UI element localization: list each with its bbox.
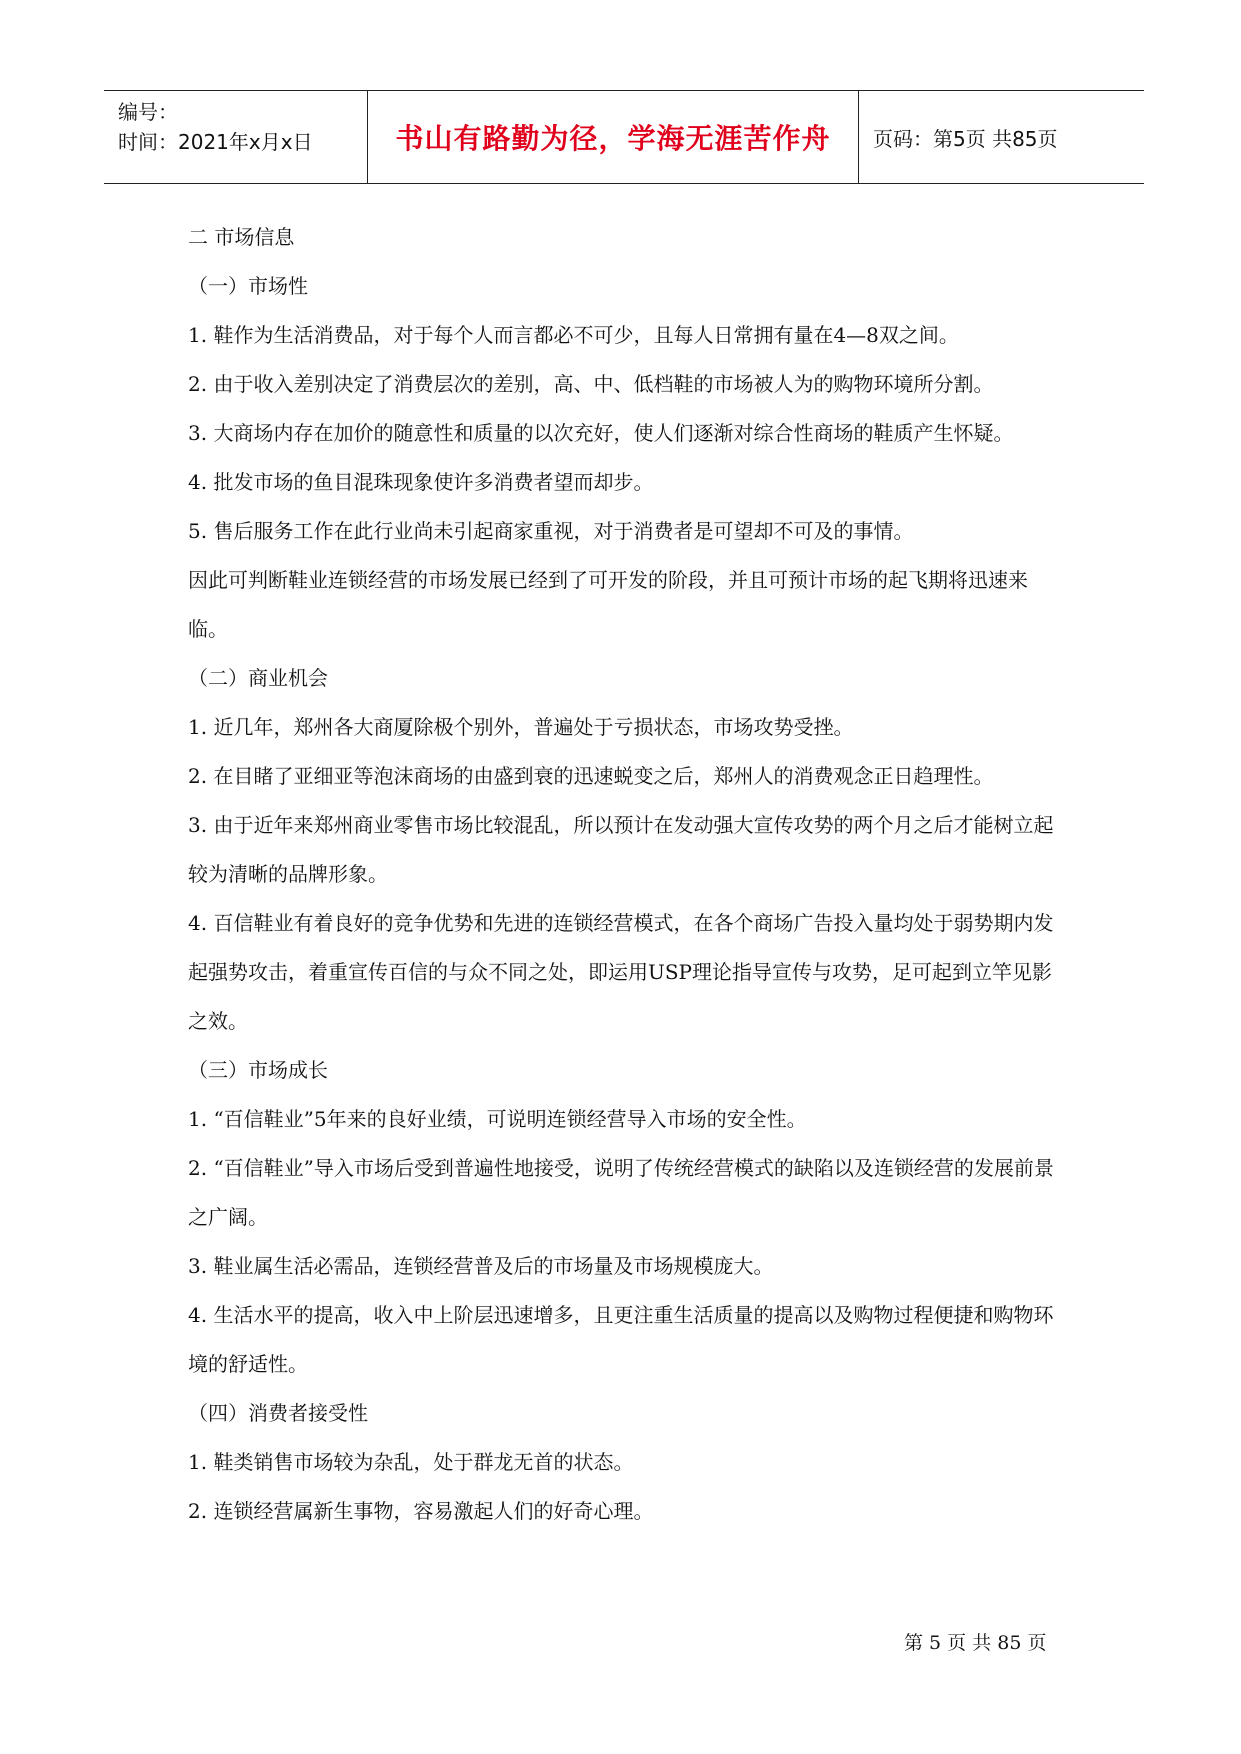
paragraph: 3. 由于近年来郑州商业零售市场比较混乱，所以预计在发动强大宣传攻势的两个月之后才能树立起较为清晰的品牌形象。 — [188, 813, 1054, 886]
paragraph: 5. 售后服务工作在此行业尚未引起商家重视，对于消费者是可望却不可及的事情。 — [188, 519, 914, 543]
paragraph: 2. 由于收入差别决定了消费层次的差别，高、中、低档鞋的市场被人为的购物环境所分割。 — [188, 372, 994, 396]
header-meta — [104, 91, 368, 183]
paragraph: 4. 百信鞋业有着良好的竞争优势和先进的连锁经营模式，在各个商场广告投入量均处于弱势期内发起强势攻击，着重宣传百信的与众不同之处，即运用USP理论指导宣传与攻势，足可起到立竿见影之效。 — [188, 911, 1054, 1033]
paragraph: 1. 鞋类销售市场较为杂乱，处于群龙无首的状态。 — [188, 1450, 634, 1474]
subsection-heading: （二）商业机会 — [188, 666, 328, 690]
paragraph: 因此可判断鞋业连锁经营的市场发展已经到了可开发的阶段，并且可预计市场的起飞期将迅速来临。 — [188, 568, 1028, 641]
paragraph: 2. “百信鞋业”导入市场后受到普遍性地接受，说明了传统经营模式的缺陷以及连锁经营的发展前景之广阔。 — [188, 1156, 1054, 1229]
time-label: 时间：2021年x月x日 — [118, 130, 313, 154]
subsection-heading: （一）市场性 — [188, 274, 308, 298]
paragraph: 1. 鞋作为生活消费品，对于每个人而言都必不可少，且每人日常拥有量在4—8双之间。 — [188, 323, 959, 347]
header-page-label: 页码：第5页 共85页 — [873, 126, 1058, 151]
page-footer: 第 5 页 共 85 页 — [904, 1632, 1047, 1654]
paragraph: 2. 在目睹了亚细亚等泡沫商场的由盛到衰的迅速蜕变之后，郑州人的消费观念正日趋理性。 — [188, 764, 994, 788]
paragraph: 4. 生活水平的提高，收入中上阶层迅速增多，且更注重生活质量的提高以及购物过程便捷和购物环境的舒适性。 — [188, 1303, 1054, 1376]
page-header — [104, 90, 1144, 184]
document-body — [188, 213, 1058, 1536]
paragraph: 1. 近几年，郑州各大商厦除极个别外，普遍处于亏损状态，市场攻势受挫。 — [188, 715, 854, 739]
paragraph: 1. “百信鞋业”5年来的良好业绩，可说明连锁经营导入市场的安全性。 — [188, 1107, 807, 1131]
subsection-heading: （三）市场成长 — [188, 1058, 328, 1082]
subsection-heading: （四）消费者接受性 — [188, 1401, 368, 1425]
section-heading: 二 市场信息 — [188, 225, 295, 249]
paragraph: 3. 大商场内存在加价的随意性和质量的以次充好，使人们逐渐对综合性商场的鞋质产生怀疑。 — [188, 421, 1014, 445]
header-motto: 书山有路勤为径，学海无涯苦作舟 — [368, 91, 859, 183]
paragraph: 4. 批发市场的鱼目混珠现象使许多消费者望而却步。 — [188, 470, 654, 494]
paragraph: 3. 鞋业属生活必需品，连锁经营普及后的市场量及市场规模庞大。 — [188, 1254, 774, 1278]
number-label: 编号： — [118, 100, 178, 124]
paragraph: 2. 连锁经营属新生事物，容易激起人们的好奇心理。 — [188, 1499, 654, 1523]
